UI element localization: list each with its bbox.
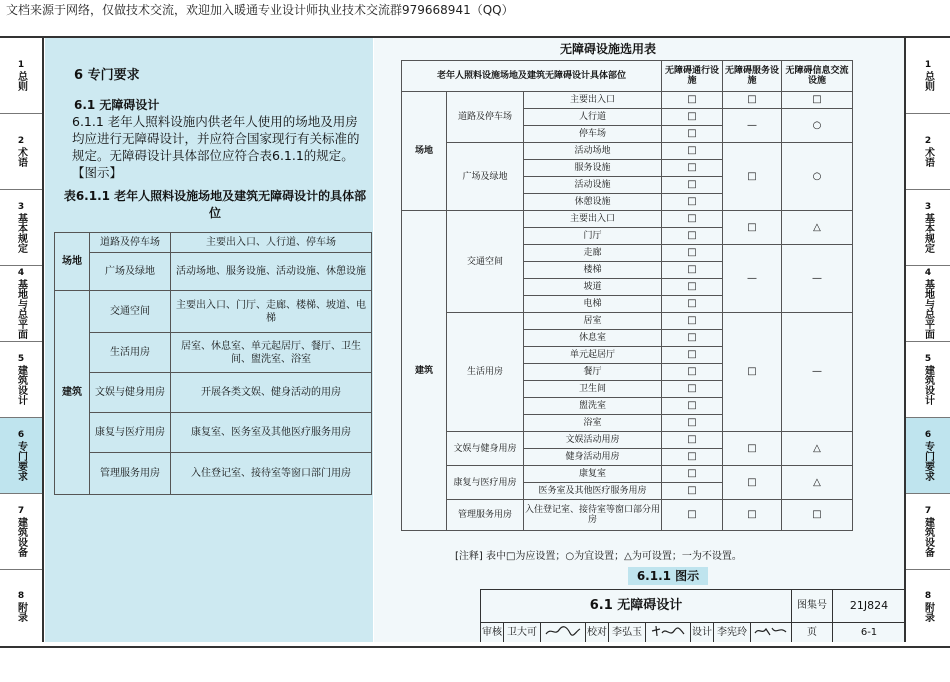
header-cell: 无障碍通行设施 — [662, 61, 723, 92]
symbol-cell: □ — [723, 500, 782, 531]
nav-item-7[interactable] — [0, 494, 42, 570]
item-cell: 单元起居厅 — [524, 347, 662, 364]
item-cell: 医务室及其他医疗服务用房 — [524, 483, 662, 500]
table-cell: 居室、休息室、单元起居厅、餐厅、卫生间、盥洗室、浴室 — [171, 333, 372, 373]
locations-table — [54, 232, 372, 495]
nav-item-8[interactable] — [0, 570, 42, 642]
symbol-cell: □ — [723, 466, 782, 500]
title-block — [480, 589, 905, 642]
nav-label: 基本规定 — [15, 213, 27, 253]
symbol-cell: □ — [662, 381, 723, 398]
atlas-number: 21J824 — [833, 590, 905, 623]
item-cell: 康复室 — [524, 466, 662, 483]
symbol-cell: — — [782, 313, 853, 432]
reviewer-signature — [541, 623, 586, 642]
nav-item-1[interactable] — [0, 38, 42, 114]
symbol-cell: □ — [662, 143, 723, 160]
symbol-cell: □ — [662, 177, 723, 194]
atlas-label: 图集号 — [792, 590, 833, 623]
item-cell: 坡道 — [524, 279, 662, 296]
item-cell: 服务设施 — [524, 160, 662, 177]
header-cell: 无障碍信息交流设施 — [782, 61, 853, 92]
nav-label: 附录 — [922, 601, 934, 622]
item-cell: 健身活动用房 — [524, 449, 662, 466]
item-cell: 休息室 — [524, 330, 662, 347]
nav-num: 6 — [924, 430, 932, 440]
symbol-cell: — — [723, 245, 782, 313]
nav-num: 4 — [924, 268, 932, 278]
category-cell: 文娱与健身用房 — [447, 432, 524, 466]
top-note: 文档来源于网络，仅做技术交流，欢迎加入暖通专业设计师执业技术交流群979668941（QQ） — [6, 3, 514, 17]
review-label: 审核 — [481, 623, 504, 642]
symbol-cell: □ — [662, 262, 723, 279]
group-label: 建筑 — [402, 211, 447, 531]
signature-row — [481, 623, 905, 642]
nav-item-2[interactable] — [906, 114, 950, 190]
item-cell: 走廊 — [524, 245, 662, 262]
nav-item-3[interactable] — [906, 190, 950, 266]
table-caption: 表6.1.1 老年人照料设施场地及建筑无障碍设计的具体部位 — [63, 189, 367, 220]
item-cell: 人行道 — [524, 109, 662, 126]
nav-item-2[interactable] — [0, 114, 42, 190]
title-block-title: 6.1 无障碍设计 — [481, 590, 792, 623]
item-cell: 停车场 — [524, 126, 662, 143]
table-cell: 生活用房 — [90, 333, 171, 373]
symbol-cell: □ — [723, 143, 782, 211]
designer-name: 李宪玲 — [714, 623, 751, 642]
symbol-cell: — — [723, 109, 782, 143]
symbol-cell: □ — [662, 279, 723, 296]
design-label: 设计 — [691, 623, 714, 642]
nav-label: 建筑设计 — [15, 365, 27, 405]
page-number: 6-1 — [860, 627, 878, 638]
category-cell: 广场及绿地 — [447, 143, 524, 211]
symbol-cell: □ — [662, 415, 723, 432]
table-cell: 开展各类文娱、健身活动的用房 — [171, 373, 372, 413]
item-cell: 居室 — [524, 313, 662, 330]
nav-label: 基地与总平面 — [15, 279, 27, 339]
category-cell: 道路及停车场 — [447, 92, 524, 143]
symbol-cell: □ — [782, 92, 853, 109]
header-cell: 老年人照料设施场地及建筑无障碍设计具体部位 — [402, 61, 662, 92]
item-cell: 餐厅 — [524, 364, 662, 381]
nav-num: 3 — [17, 202, 25, 212]
signature-mark — [752, 623, 790, 639]
symbol-cell: □ — [662, 228, 723, 245]
table-cell: 主要出入口、人行道、停车场 — [171, 233, 372, 253]
symbol-cell: □ — [662, 347, 723, 364]
left-chapter-nav — [0, 38, 44, 642]
nav-label: 总则 — [15, 71, 27, 91]
nav-label: 建筑设备 — [15, 517, 27, 557]
right-chapter-nav — [904, 38, 950, 642]
nav-num: 1 — [17, 60, 25, 70]
symbol-cell: □ — [662, 398, 723, 415]
clause-paragraph: 6.1.1 老年人照料设施内供老年人使用的场地及用房均应进行无障碍设计，并应符合国家现行有关标准的规定。无障碍设计具体部位应符合表6.1.1的规定。【图示】 — [72, 114, 360, 180]
item-cell: 活动场地 — [524, 143, 662, 160]
item-cell: 门厅 — [524, 228, 662, 245]
symbol-cell: △ — [782, 211, 853, 245]
nav-label: 建筑设计 — [922, 365, 934, 405]
symbol-cell: □ — [662, 432, 723, 449]
symbol-cell: □ — [723, 432, 782, 466]
group-label: 场地 — [55, 233, 90, 291]
table-cell: 交通空间 — [90, 291, 171, 333]
category-cell: 交通空间 — [447, 211, 524, 313]
item-cell: 休憩设施 — [524, 194, 662, 211]
category-cell: 康复与医疗用房 — [447, 466, 524, 500]
table-note: [注释] 表中□为应设置；○为宜设置；△为可设置；一为不设置。 — [455, 551, 742, 562]
check-label: 校对 — [586, 623, 609, 642]
item-cell: 电梯 — [524, 296, 662, 313]
symbol-cell: □ — [662, 245, 723, 262]
symbol-cell: □ — [662, 500, 723, 531]
symbol-cell: □ — [662, 330, 723, 347]
nav-item-5[interactable] — [0, 342, 42, 418]
nav-item-5[interactable] — [906, 342, 950, 418]
item-cell: 卫生间 — [524, 381, 662, 398]
nav-item-1[interactable] — [906, 38, 950, 114]
symbol-cell: □ — [662, 296, 723, 313]
nav-item-4[interactable] — [906, 266, 950, 342]
page-label: 页 — [792, 623, 833, 642]
signature-mark — [543, 623, 583, 639]
symbol-cell: □ — [662, 194, 723, 211]
symbol-cell: □ — [662, 364, 723, 381]
figure-tag: 6.1.1 图示 — [628, 567, 708, 585]
nav-label: 建筑设备 — [922, 517, 934, 557]
item-cell: 主要出入口 — [524, 92, 662, 109]
nav-num: 2 — [17, 136, 25, 146]
symbol-cell: ○ — [782, 143, 853, 211]
symbol-cell: □ — [662, 313, 723, 330]
item-cell: 活动设施 — [524, 177, 662, 194]
nav-label: 总则 — [922, 71, 934, 91]
nav-item-4[interactable] — [0, 266, 42, 342]
item-cell: 浴室 — [524, 415, 662, 432]
symbol-cell: □ — [662, 211, 723, 228]
symbol-cell: □ — [662, 449, 723, 466]
subsection-title: 6.1 无障碍设计 — [74, 98, 160, 112]
symbol-cell: □ — [662, 126, 723, 143]
table-cell: 文娱与健身用房 — [90, 373, 171, 413]
symbol-cell: □ — [723, 313, 782, 432]
table-cell: 康复室、医务室及其他医疗服务用房 — [171, 413, 372, 453]
designer-signature — [751, 623, 792, 642]
nav-label: 基地与总平面 — [922, 279, 934, 339]
nav-num: 1 — [924, 60, 932, 70]
facility-selection-table — [401, 60, 853, 531]
item-cell: 楼梯 — [524, 262, 662, 279]
nav-num: 5 — [924, 354, 932, 364]
symbol-cell: □ — [662, 92, 723, 109]
nav-num: 2 — [924, 136, 932, 146]
symbol-cell: □ — [782, 500, 853, 531]
symbol-cell: □ — [662, 160, 723, 177]
table-cell: 入住登记室、接待室等窗口部门用房 — [171, 453, 372, 495]
symbol-cell: — — [782, 245, 853, 313]
nav-label: 基本规定 — [922, 213, 934, 253]
symbol-cell: △ — [782, 432, 853, 466]
nav-label: 术语 — [15, 147, 27, 167]
nav-num: 7 — [924, 506, 932, 516]
symbol-cell: ○ — [782, 109, 853, 143]
header-cell: 无障碍服务设施 — [723, 61, 782, 92]
signature-mark — [648, 623, 688, 639]
table-cell: 广场及绿地 — [90, 253, 171, 291]
nav-num: 5 — [17, 354, 25, 364]
item-cell: 文娱活动用房 — [524, 432, 662, 449]
nav-item-8[interactable] — [906, 570, 950, 642]
group-label: 场地 — [402, 92, 447, 211]
checker-name: 李弘玉 — [609, 623, 646, 642]
nav-label: 附录 — [15, 601, 27, 622]
section-title: 6 专门要求 — [74, 68, 140, 83]
table-cell: 活动场地、服务设施、活动设施、休憩设施 — [171, 253, 372, 291]
checker-signature — [646, 623, 691, 642]
nav-label: 术语 — [922, 147, 934, 167]
reviewer-name: 卫大可 — [504, 623, 541, 642]
nav-item-6[interactable] — [0, 418, 42, 494]
category-cell: 管理服务用房 — [447, 500, 524, 531]
group-label: 建筑 — [55, 291, 90, 495]
nav-item-6[interactable] — [906, 418, 950, 494]
table-cell: 康复与医疗用房 — [90, 413, 171, 453]
nav-item-3[interactable] — [0, 190, 42, 266]
category-cell: 生活用房 — [447, 313, 524, 432]
symbol-cell: △ — [782, 466, 853, 500]
nav-label: 专门要求 — [15, 441, 27, 481]
item-cell: 盥洗室 — [524, 398, 662, 415]
nav-num: 8 — [17, 590, 25, 601]
nav-label: 专门要求 — [922, 441, 934, 481]
table-cell: 道路及停车场 — [90, 233, 171, 253]
figure-table-title: 无障碍设施选用表 — [560, 42, 657, 56]
nav-num: 6 — [17, 430, 25, 440]
item-cell: 主要出入口 — [524, 211, 662, 228]
nav-num: 7 — [17, 506, 25, 516]
symbol-cell: □ — [662, 483, 723, 500]
nav-num: 8 — [924, 590, 932, 601]
nav-num: 4 — [17, 268, 25, 278]
symbol-cell: □ — [662, 109, 723, 126]
table-cell: 管理服务用房 — [90, 453, 171, 495]
table-cell: 主要出入口、门厅、走廊、楼梯、坡道、电梯 — [171, 291, 372, 333]
nav-item-7[interactable] — [906, 494, 950, 570]
item-cell: 入住登记室、接待室等窗口部分用房 — [524, 500, 662, 531]
nav-num: 3 — [924, 202, 932, 212]
symbol-cell: □ — [662, 466, 723, 483]
symbol-cell: □ — [723, 92, 782, 109]
symbol-cell: □ — [723, 211, 782, 245]
